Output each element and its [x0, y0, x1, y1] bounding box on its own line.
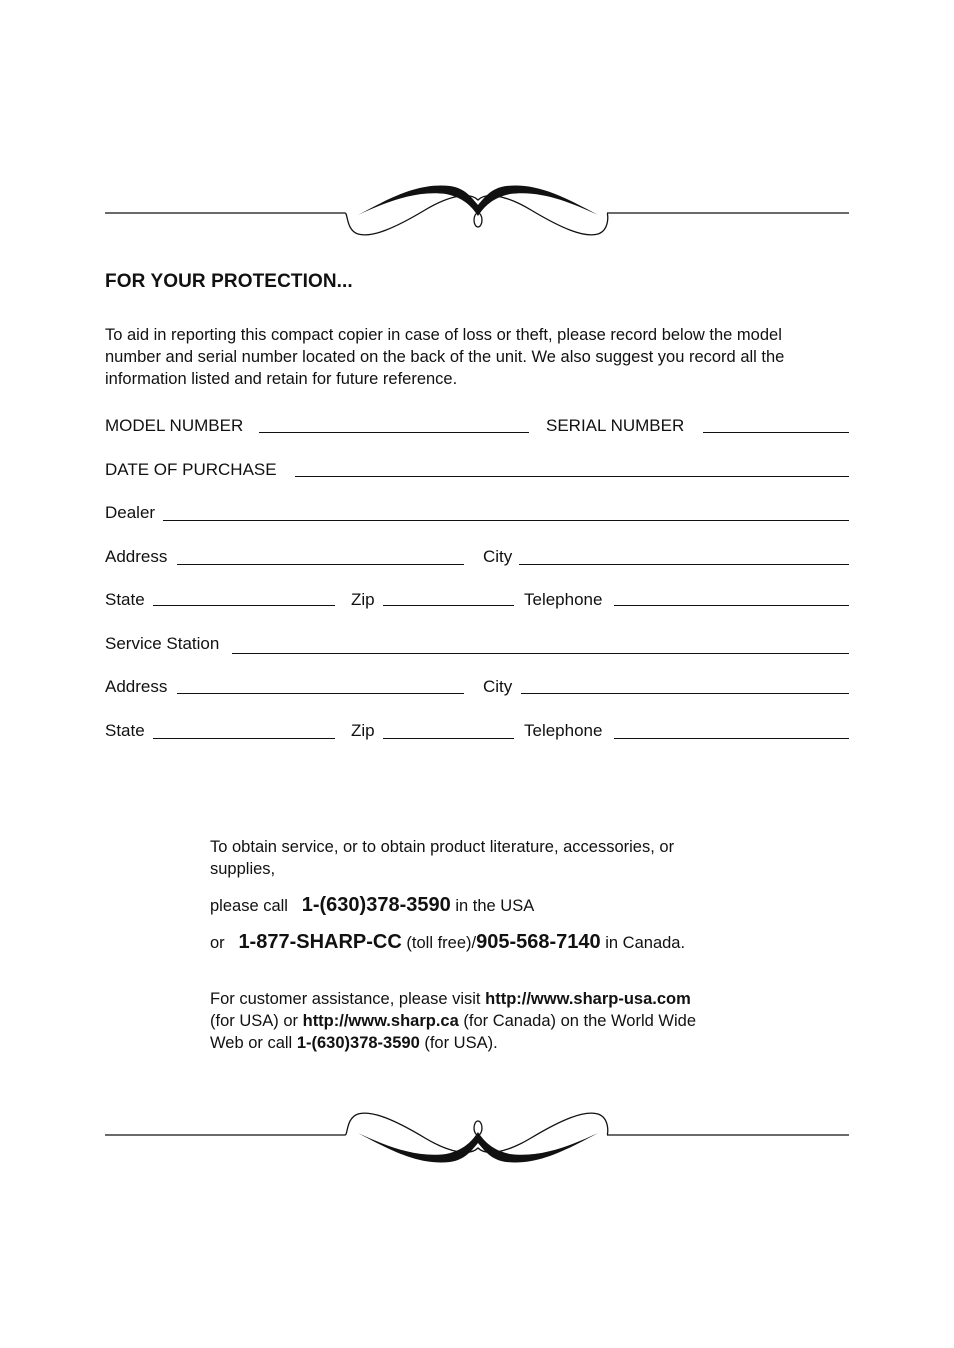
service-state-label: State	[105, 721, 145, 740]
usa-phone-line	[210, 894, 534, 917]
dealer-field[interactable]	[163, 520, 849, 521]
top-ornament-divider	[0, 180, 954, 250]
dealer-telephone-field[interactable]	[614, 605, 849, 606]
intro-line: number and serial number located on the back of the unit. We also suggest you record all the	[105, 348, 785, 366]
dealer-zip-label: Zip	[351, 590, 375, 609]
assistance-text: (for USA).	[424, 1034, 498, 1052]
service-city-label: City	[483, 677, 513, 696]
service-zip-field[interactable]	[383, 738, 514, 739]
service-state-field[interactable]	[153, 738, 335, 739]
model-number-label: MODEL NUMBER	[105, 416, 244, 435]
dealer-state-label: State	[105, 590, 145, 609]
assistance-phone-number: 1-(630)378-3590	[296, 1034, 420, 1052]
dealer-address-field[interactable]	[177, 564, 464, 565]
intro-paragraph	[105, 324, 855, 390]
serial-number-field[interactable]	[703, 432, 849, 433]
intro-line: information listed and retain for future reference.	[105, 370, 458, 388]
assistance-line	[210, 988, 691, 1010]
usa-phone-number: 1-(630)378-3590	[301, 894, 451, 916]
service-zip-label: Zip	[351, 721, 375, 740]
dealer-city-field[interactable]	[519, 564, 849, 565]
service-telephone-label: Telephone	[524, 721, 603, 740]
bottom-ornament-divider	[0, 1102, 954, 1172]
service-city-field[interactable]	[521, 693, 849, 694]
canada-tollfree-number: 1-877-SHARP-CC	[238, 931, 402, 953]
usa-website-link[interactable]: http://www.sharp-usa.com	[485, 990, 691, 1008]
page-title: FOR YOUR PROTECTION...	[105, 271, 353, 292]
please-call-text: please call	[210, 897, 288, 915]
assistance-text: (for USA) or	[210, 1012, 299, 1030]
service-telephone-field[interactable]	[614, 738, 849, 739]
dealer-zip-field[interactable]	[383, 605, 514, 606]
service-station-label: Service Station	[105, 634, 220, 653]
service-station-field[interactable]	[232, 653, 849, 654]
canada-phone-number: 905-568-7140	[476, 931, 601, 953]
service-info-line: supplies,	[210, 860, 276, 878]
service-address-label: Address	[105, 677, 168, 696]
service-address-field[interactable]	[177, 693, 464, 694]
intro-line: To aid in reporting this compact copier in case of loss or theft, please record below the model	[105, 326, 782, 344]
model-number-field[interactable]	[259, 432, 529, 433]
toll-free-text: (toll free)/	[406, 934, 477, 952]
dealer-telephone-label: Telephone	[524, 590, 603, 609]
in-usa-text: in the USA	[455, 897, 535, 915]
serial-number-label: SERIAL NUMBER	[546, 416, 685, 435]
assistance-text: (for Canada) on the World Wide	[463, 1012, 696, 1030]
or-text: or	[210, 934, 225, 952]
canada-website-link[interactable]: http://www.sharp.ca	[302, 1012, 459, 1030]
assistance-line	[210, 1010, 696, 1032]
dealer-state-field[interactable]	[153, 605, 335, 606]
assistance-line	[210, 1032, 498, 1054]
in-canada-text: in Canada.	[605, 934, 686, 952]
date-of-purchase-label: DATE OF PURCHASE	[105, 460, 277, 479]
canada-phone-line	[210, 931, 685, 954]
dealer-label: Dealer	[105, 503, 156, 522]
date-of-purchase-field[interactable]	[295, 476, 849, 477]
dealer-address-label: Address	[105, 547, 168, 566]
service-info-line: To obtain service, or to obtain product literature, accessories, or	[210, 838, 675, 856]
assistance-text: Web or call	[210, 1034, 293, 1052]
dealer-city-label: City	[483, 547, 513, 566]
assistance-text: For customer assistance, please visit	[210, 990, 481, 1008]
